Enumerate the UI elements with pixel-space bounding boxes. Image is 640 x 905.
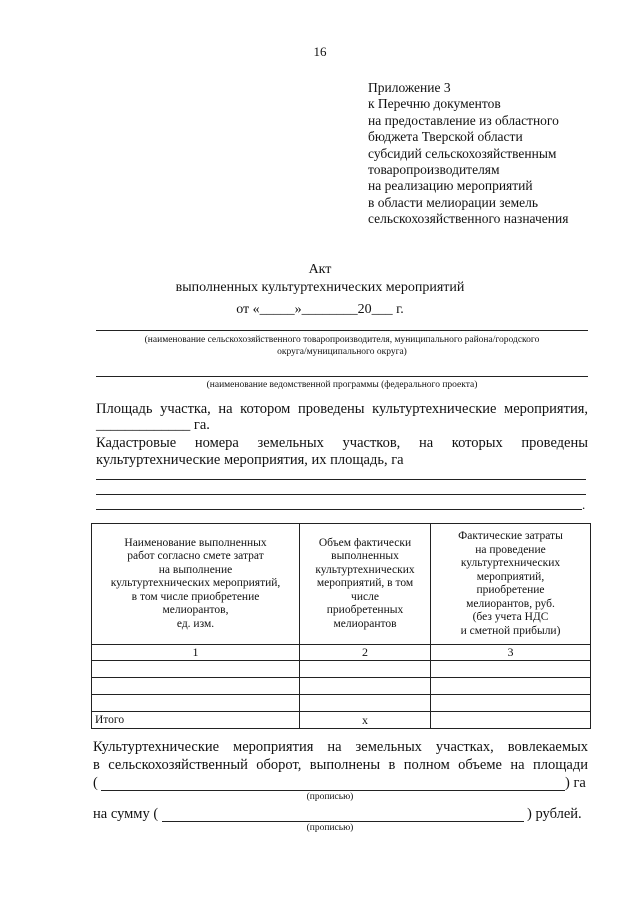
column-number: 3 — [431, 645, 591, 661]
header-text: на проведение — [475, 543, 546, 556]
header-text: культуртехнических — [460, 557, 561, 569]
cadastral-text-line1: Кадастровые номера земельных участков, на которых проведены — [96, 435, 588, 451]
conclusion-line1: Культуртехнические мероприятия на земельных участках, вовлекаемых — [93, 739, 588, 755]
header-text: Наименование выполненных — [124, 536, 267, 549]
appendix-line: на реализацию мероприятий — [368, 178, 533, 194]
area-text: Площадь участка, на котором проведены культуртехнические мероприятия, — [96, 401, 588, 417]
producer-caption-line: округа/муниципального округа) — [277, 347, 407, 357]
table-row — [92, 678, 591, 695]
area-unit: га. — [193, 417, 210, 433]
cadastral-fill-line — [96, 509, 582, 510]
appendix-line: товаропроизводителям — [368, 162, 500, 178]
table-cell[interactable] — [92, 678, 300, 695]
header-cell-costs — [431, 524, 591, 645]
header-text: Объем фактически — [318, 536, 412, 549]
header-text: ед. изм. — [176, 617, 215, 630]
header-text: работ согласно смете затрат — [127, 550, 264, 563]
table-row — [92, 661, 591, 678]
header-text: Фактические затраты — [458, 530, 563, 542]
column-number: 1 — [92, 645, 300, 661]
table-row — [92, 695, 591, 712]
header-text: выполненных — [331, 550, 399, 563]
header-text: числе — [351, 590, 379, 603]
total-label: Итого — [92, 712, 300, 729]
area-value-row — [96, 416, 396, 434]
header-text: мелиорантов, руб. — [466, 597, 555, 610]
table-cell[interactable] — [431, 678, 591, 695]
table-cell[interactable] — [300, 661, 431, 678]
area-blank: _____________ — [96, 417, 191, 433]
header-text: культуртехнических — [315, 563, 415, 576]
table-cell[interactable] — [92, 695, 300, 712]
total-cost-cell[interactable] — [431, 712, 591, 729]
table-cell[interactable] — [431, 695, 591, 712]
header-text: на выполнение — [158, 563, 233, 576]
producer-caption — [96, 334, 588, 358]
total-row — [92, 712, 591, 729]
table-cell[interactable] — [92, 661, 300, 678]
table-header-row — [92, 524, 591, 645]
act-title: Акт — [308, 262, 332, 277]
header-text: мероприятий, в том — [316, 577, 414, 590]
sum-suffix: ) рублей. — [527, 806, 582, 822]
header-text: в том числе приобретение — [131, 590, 260, 603]
appendix-line: бюджета Тверской области — [368, 129, 523, 145]
table-cell[interactable] — [300, 695, 431, 712]
table-cell[interactable] — [431, 661, 591, 678]
act-date-line: от «_____»________20___ г. — [236, 302, 404, 317]
cadastral-text-line2: культуртехнические мероприятия, их площадь, га — [96, 452, 404, 468]
total-volume-mark: х — [300, 712, 431, 729]
cadastral-end-dot: . — [582, 497, 586, 512]
header-text: приобретенных — [326, 604, 404, 617]
column-number: 2 — [300, 645, 431, 661]
propisyu-caption: (прописью) — [306, 792, 354, 802]
cadastral-fill-line — [96, 479, 586, 480]
header-text: мелиорантов, — [162, 604, 229, 617]
sum-prefix: на сумму ( — [93, 806, 159, 822]
program-caption: (наименование ведомственной программы (федерального проекта) — [206, 380, 478, 390]
header-text: мелиорантов — [333, 617, 397, 630]
appendix-line: к Перечню документов — [368, 96, 501, 112]
appendix-line: в области мелиорации земель — [368, 194, 539, 210]
column-number-row — [92, 645, 591, 661]
table-cell[interactable] — [300, 678, 431, 695]
header-cell-works — [92, 524, 300, 645]
cadastral-fill-line — [96, 494, 586, 495]
producer-name-line — [96, 330, 588, 331]
appendix-line: Приложение 3 — [368, 80, 451, 95]
header-text: (без учета НДС — [472, 611, 549, 623]
appendix-line: сельскохозяйственного назначения — [368, 211, 569, 227]
header-text: приобретение — [476, 584, 545, 596]
header-text: мероприятий, — [476, 570, 545, 583]
works-table — [91, 523, 591, 729]
header-text: культуртехнических мероприятий, — [110, 577, 281, 590]
header-cell-volume — [300, 524, 431, 645]
propisyu-caption: (прописью) — [306, 823, 354, 833]
appendix-block — [368, 80, 568, 228]
conclusion-line2: в сельскохозяйственный оборот, выполнены в полном объеме на площади — [93, 757, 588, 773]
area-open-paren: ( — [93, 775, 98, 791]
area-suffix: ) га — [565, 775, 586, 791]
producer-caption-line: (наименование сельскохозяйственного товаропроизводителя, муниципального района/городского — [144, 335, 540, 345]
page-number: 16 — [313, 44, 327, 59]
program-name-line — [96, 376, 588, 377]
appendix-line: субсидий сельскохозяйственным — [368, 145, 557, 161]
appendix-line: на предоставление из областного — [368, 112, 559, 128]
act-subtitle: выполненных культуртехнических мероприятий — [175, 280, 465, 295]
header-text: и сметной прибыли) — [460, 624, 561, 637]
